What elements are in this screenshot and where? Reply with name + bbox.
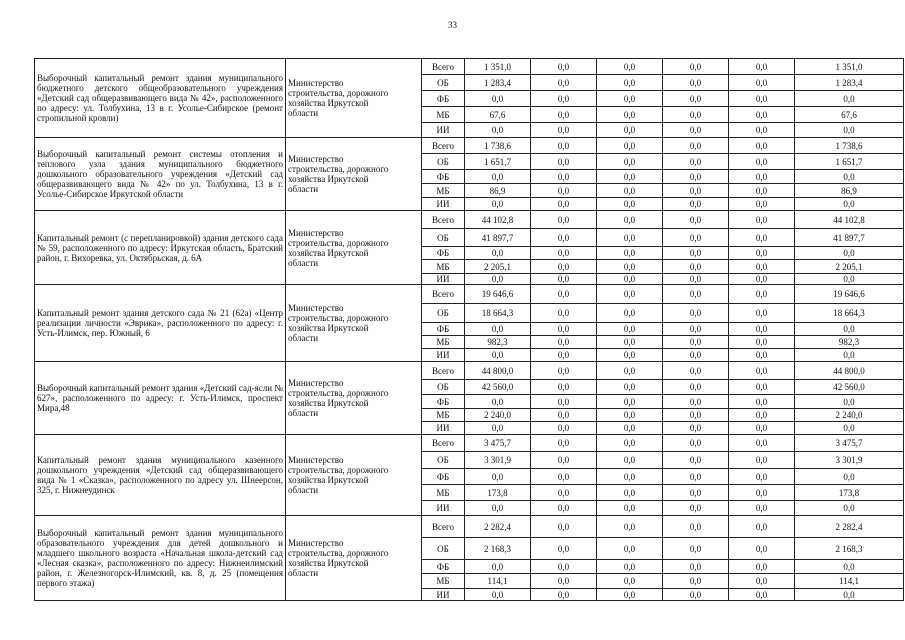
amount-cell: 0,0: [729, 485, 795, 501]
amount-cell: 0,0: [465, 91, 531, 107]
amount-cell: 44 800,0: [465, 362, 531, 380]
amount-cell: 0,0: [729, 589, 795, 601]
amount-cell: 0,0: [663, 59, 729, 75]
project-description: Капитальный ремонт здания муниципального казенного дошкольного учреждения «Детский сад общеразвивающего вида № 1 «Сказка», расположенного по адресу ул. Шнеерсон, 325, г. Нижнеудинск: [35, 435, 286, 516]
amount-total-cell: 3 475,7: [795, 435, 904, 452]
funding-source: Всего: [422, 362, 465, 380]
amount-cell: 0,0: [729, 75, 795, 91]
amount-total-cell: 2 240,0: [795, 409, 904, 422]
amount-cell: 0,0: [465, 323, 531, 336]
amount-cell: 0,0: [663, 349, 729, 362]
amount-cell: 0,0: [663, 138, 729, 154]
amount-total-cell: 67,6: [795, 107, 904, 123]
amount-cell: 0,0: [663, 422, 729, 435]
table-row: [35, 435, 904, 452]
amount-cell: 0,0: [531, 170, 597, 184]
amount-total-cell: 0,0: [795, 501, 904, 516]
organization-line: Министерство: [288, 538, 344, 548]
amount-total-cell: 2 282,4: [795, 516, 904, 538]
organization-line: Министерство: [288, 154, 344, 164]
amount-cell: 0,0: [663, 260, 729, 274]
funding-source: ОБ: [422, 75, 465, 91]
project-description: Выборочный капитальный ремонт системы отопления и теплового узла здания муниципального бюджетного дошкольного образовательного учреждения «Детский сад общеразвивающего вида № 42» по ул. Толбухина, 13 в г. Усолье-Сибирское Иркутской области: [35, 138, 286, 211]
organization-line: строительства, дорожного: [288, 465, 389, 475]
amount-cell: 0,0: [531, 211, 597, 229]
amount-cell: 0,0: [729, 198, 795, 211]
responsible-organization: [286, 435, 422, 516]
amount-total-cell: 0,0: [795, 323, 904, 336]
amount-cell: 0,0: [597, 395, 663, 409]
amount-cell: 0,0: [597, 184, 663, 198]
organization-line: Министерство: [288, 378, 344, 388]
amount-cell: 0,0: [531, 516, 597, 538]
amount-cell: 0,0: [531, 323, 597, 336]
amount-cell: 0,0: [531, 75, 597, 91]
organization-line: строительства, дорожного: [288, 548, 389, 558]
amount-cell: 0,0: [465, 501, 531, 516]
organization-line: хозяйства Иркутской: [288, 174, 369, 184]
funding-source: МБ: [422, 574, 465, 589]
organization-line: строительства, дорожного: [288, 88, 389, 98]
amount-cell: 0,0: [663, 184, 729, 198]
amount-total-cell: 3 301,9: [795, 452, 904, 469]
amount-cell: 2 282,4: [465, 516, 531, 538]
funding-source: ОБ: [422, 538, 465, 560]
amount-cell: 0,0: [597, 91, 663, 107]
amount-cell: 0,0: [597, 362, 663, 380]
funding-source: МБ: [422, 336, 465, 349]
amount-cell: 114,1: [465, 574, 531, 589]
amount-cell: 0,0: [663, 469, 729, 485]
amount-cell: 0,0: [597, 435, 663, 452]
responsible-organization: [286, 59, 422, 138]
table-row: [35, 516, 904, 538]
table-body: [35, 59, 904, 601]
funding-source: ФБ: [422, 247, 465, 260]
amount-cell: 0,0: [597, 274, 663, 285]
funding-source: ИИ: [422, 198, 465, 211]
funding-source: ИИ: [422, 123, 465, 138]
amount-cell: 0,0: [663, 395, 729, 409]
amount-cell: 0,0: [597, 211, 663, 229]
funding-source: МБ: [422, 409, 465, 422]
amount-cell: 0,0: [531, 184, 597, 198]
amount-cell: 18 664,3: [465, 304, 531, 323]
funding-source: Всего: [422, 516, 465, 538]
responsible-organization: [286, 362, 422, 435]
amount-cell: 0,0: [597, 560, 663, 574]
amount-cell: 0,0: [531, 380, 597, 395]
amount-cell: 86,9: [465, 184, 531, 198]
amount-cell: 0,0: [531, 409, 597, 422]
amount-cell: 0,0: [729, 107, 795, 123]
amount-cell: 42 560,0: [465, 380, 531, 395]
amount-cell: 0,0: [729, 560, 795, 574]
amount-cell: 0,0: [531, 285, 597, 304]
amount-total-cell: 0,0: [795, 170, 904, 184]
amount-cell: 0,0: [597, 229, 663, 247]
amount-cell: 2 240,0: [465, 409, 531, 422]
amount-cell: 0,0: [531, 336, 597, 349]
funding-source: ОБ: [422, 229, 465, 247]
amount-cell: 0,0: [531, 154, 597, 170]
amount-cell: 0,0: [531, 91, 597, 107]
amount-cell: 67,6: [465, 107, 531, 123]
amount-cell: 0,0: [663, 247, 729, 260]
amount-total-cell: 2 205,1: [795, 260, 904, 274]
amount-cell: 0,0: [465, 560, 531, 574]
amount-cell: 0,0: [729, 380, 795, 395]
amount-cell: 0,0: [531, 574, 597, 589]
amount-cell: 982,3: [465, 336, 531, 349]
funding-source: ИИ: [422, 274, 465, 285]
amount-total-cell: 2 168,3: [795, 538, 904, 560]
amount-cell: 0,0: [663, 574, 729, 589]
funding-source: Всего: [422, 285, 465, 304]
amount-cell: 2 168,3: [465, 538, 531, 560]
amount-cell: 0,0: [597, 574, 663, 589]
amount-cell: 0,0: [729, 422, 795, 435]
amount-cell: 0,0: [663, 274, 729, 285]
organization-line: области: [288, 485, 319, 495]
amount-cell: 0,0: [663, 304, 729, 323]
amount-total-cell: 114,1: [795, 574, 904, 589]
amount-cell: 0,0: [729, 247, 795, 260]
amount-cell: 0,0: [663, 452, 729, 469]
amount-cell: 0,0: [663, 229, 729, 247]
amount-cell: 0,0: [531, 469, 597, 485]
organization-line: Министерство: [288, 78, 344, 88]
amount-cell: 0,0: [729, 395, 795, 409]
amount-cell: 0,0: [465, 274, 531, 285]
amount-total-cell: 42 560,0: [795, 380, 904, 395]
funding-table: [34, 58, 904, 601]
amount-cell: 0,0: [729, 123, 795, 138]
organization-line: строительства, дорожного: [288, 237, 389, 248]
funding-source: МБ: [422, 184, 465, 198]
funding-source: МБ: [422, 485, 465, 501]
amount-total-cell: 982,3: [795, 336, 904, 349]
amount-cell: 0,0: [597, 452, 663, 469]
amount-cell: 0,0: [663, 516, 729, 538]
organization-line: хозяйства Иркутской: [288, 475, 369, 485]
amount-total-cell: 1 351,0: [795, 59, 904, 75]
amount-cell: 0,0: [597, 59, 663, 75]
organization-line: хозяйства Иркутской: [288, 558, 369, 568]
amount-cell: 0,0: [729, 538, 795, 560]
amount-cell: 0,0: [531, 247, 597, 260]
amount-cell: 0,0: [729, 59, 795, 75]
funding-source: ОБ: [422, 154, 465, 170]
amount-cell: 0,0: [531, 560, 597, 574]
amount-total-cell: 1 651,7: [795, 154, 904, 170]
amount-cell: 0,0: [729, 274, 795, 285]
amount-cell: 0,0: [663, 336, 729, 349]
table-row: [35, 285, 904, 304]
amount-cell: 0,0: [663, 170, 729, 184]
project-description: Капитальный ремонт (с перепланировкой) здания детского сада № 59, расположенного по адресу: Иркутская область, Братский район, г. Вихоревка, ул. Октябрьская, д. 6А: [35, 211, 286, 285]
amount-cell: 0,0: [663, 589, 729, 601]
funding-source: Всего: [422, 435, 465, 452]
amount-cell: 0,0: [729, 516, 795, 538]
page-number: 33: [448, 20, 457, 30]
funding-source: ФБ: [422, 170, 465, 184]
amount-total-cell: 1 738,6: [795, 138, 904, 154]
amount-total-cell: 1 283,4: [795, 75, 904, 91]
funding-source: Всего: [422, 138, 465, 154]
amount-cell: 0,0: [531, 422, 597, 435]
amount-total-cell: 18 664,3: [795, 304, 904, 323]
amount-cell: 0,0: [597, 285, 663, 304]
amount-cell: 0,0: [729, 336, 795, 349]
funding-source: МБ: [422, 107, 465, 123]
amount-cell: 0,0: [531, 395, 597, 409]
table-row: [35, 362, 904, 380]
amount-cell: 0,0: [531, 107, 597, 123]
amount-cell: 0,0: [729, 91, 795, 107]
amount-total-cell: 0,0: [795, 274, 904, 285]
amount-cell: 0,0: [663, 75, 729, 91]
organization-line: области: [288, 108, 319, 118]
amount-cell: 0,0: [465, 198, 531, 211]
amount-cell: 0,0: [531, 260, 597, 274]
amount-cell: 3 301,9: [465, 452, 531, 469]
amount-cell: 0,0: [729, 452, 795, 469]
amount-total-cell: 0,0: [795, 123, 904, 138]
amount-cell: 0,0: [531, 452, 597, 469]
organization-line: области: [288, 257, 319, 268]
amount-cell: 0,0: [597, 304, 663, 323]
amount-cell: 0,0: [531, 435, 597, 452]
organization-line: строительства, дорожного: [288, 313, 389, 323]
amount-total-cell: 0,0: [795, 589, 904, 601]
amount-cell: 0,0: [663, 538, 729, 560]
amount-cell: 0,0: [729, 304, 795, 323]
organization-line: строительства, дорожного: [288, 388, 389, 398]
amount-cell: 0,0: [465, 589, 531, 601]
amount-cell: 0,0: [663, 91, 729, 107]
funding-source: ФБ: [422, 395, 465, 409]
responsible-organization: [286, 516, 422, 601]
amount-cell: 1 651,7: [465, 154, 531, 170]
organization-line: Министерство: [288, 455, 344, 465]
amount-cell: 0,0: [729, 184, 795, 198]
amount-cell: 0,0: [729, 154, 795, 170]
amount-cell: 0,0: [597, 422, 663, 435]
amount-cell: 0,0: [729, 574, 795, 589]
project-description: Капитальный ремонт здания детского сада № 21 (62а) «Центр реализации личности «Эврика», расположенного по адресу: г. Усть-Илимск, пер. Южный, 6: [35, 285, 286, 362]
organization-line: хозяйства Иркутской: [288, 98, 369, 108]
amount-total-cell: 173,8: [795, 485, 904, 501]
amount-total-cell: 19 646,6: [795, 285, 904, 304]
organization-line: области: [288, 184, 319, 194]
table-row: [35, 59, 904, 75]
amount-cell: 0,0: [597, 107, 663, 123]
amount-cell: 0,0: [597, 336, 663, 349]
table-row: [35, 138, 904, 154]
amount-cell: 0,0: [597, 485, 663, 501]
amount-cell: 0,0: [597, 170, 663, 184]
amount-cell: 0,0: [597, 260, 663, 274]
funding-source: ИИ: [422, 589, 465, 601]
funding-source: ОБ: [422, 380, 465, 395]
project-description: Выборочный капитальный ремонт здания муниципального образовательного учреждения для детей дошкольного и младшего школьного возраста «Начальная школа-детский сад «Лесная сказка», расположенного по адресу: Нижнеилимский район, г. Железногорск-Илимский, кв. 8, д. 25 (помещения первого этажа): [35, 516, 286, 601]
amount-total-cell: 44 102,8: [795, 211, 904, 229]
amount-cell: 0,0: [531, 349, 597, 362]
amount-cell: 0,0: [465, 349, 531, 362]
amount-cell: 1 351,0: [465, 59, 531, 75]
amount-cell: 0,0: [597, 247, 663, 260]
amount-cell: 0,0: [729, 469, 795, 485]
funding-source: ИИ: [422, 422, 465, 435]
project-description: Выборочный капитальный ремонт здания «Детский сад-ясли № 627», расположенного по адресу: г. Усть-Илимск, проспект Мира,48: [35, 362, 286, 435]
amount-total-cell: 44 800,0: [795, 362, 904, 380]
amount-total-cell: 0,0: [795, 198, 904, 211]
amount-total-cell: 0,0: [795, 422, 904, 435]
amount-cell: 0,0: [729, 323, 795, 336]
amount-cell: 0,0: [531, 274, 597, 285]
amount-cell: 0,0: [531, 485, 597, 501]
amount-total-cell: 0,0: [795, 560, 904, 574]
amount-cell: 0,0: [597, 538, 663, 560]
organization-line: области: [288, 333, 319, 343]
organization-line: хозяйства Иркутской: [288, 247, 369, 258]
amount-cell: 0,0: [663, 380, 729, 395]
amount-cell: 0,0: [531, 501, 597, 516]
amount-cell: 0,0: [465, 247, 531, 260]
funding-source: ОБ: [422, 452, 465, 469]
amount-cell: 0,0: [663, 107, 729, 123]
amount-cell: 0,0: [597, 138, 663, 154]
organization-line: хозяйства Иркутской: [288, 398, 369, 408]
amount-cell: 0,0: [531, 362, 597, 380]
amount-cell: 0,0: [729, 170, 795, 184]
amount-cell: 41 897,7: [465, 229, 531, 247]
amount-cell: 0,0: [663, 409, 729, 422]
organization-line: Министерство: [288, 227, 344, 238]
funding-source: ФБ: [422, 91, 465, 107]
amount-cell: 0,0: [663, 560, 729, 574]
amount-cell: 0,0: [597, 380, 663, 395]
organization-line: Министерство: [288, 303, 344, 313]
amount-cell: 0,0: [597, 469, 663, 485]
funding-source: ИИ: [422, 349, 465, 362]
amount-cell: 0,0: [729, 362, 795, 380]
amount-cell: 0,0: [729, 260, 795, 274]
amount-cell: 0,0: [597, 349, 663, 362]
amount-cell: 0,0: [597, 516, 663, 538]
amount-cell: 0,0: [729, 409, 795, 422]
amount-cell: 0,0: [663, 123, 729, 138]
amount-cell: 44 102,8: [465, 211, 531, 229]
amount-cell: 0,0: [531, 538, 597, 560]
funding-source: ФБ: [422, 469, 465, 485]
amount-cell: 0,0: [663, 211, 729, 229]
amount-cell: 0,0: [465, 395, 531, 409]
funding-source: ФБ: [422, 323, 465, 336]
amount-cell: 0,0: [597, 198, 663, 211]
amount-cell: 0,0: [663, 323, 729, 336]
organization-line: области: [288, 408, 319, 418]
amount-cell: 0,0: [729, 211, 795, 229]
funding-source: МБ: [422, 260, 465, 274]
organization-line: строительства, дорожного: [288, 164, 389, 174]
amount-cell: 0,0: [663, 485, 729, 501]
amount-cell: 0,0: [729, 138, 795, 154]
amount-cell: 0,0: [597, 589, 663, 601]
amount-cell: 0,0: [729, 501, 795, 516]
amount-cell: 0,0: [729, 435, 795, 452]
amount-total-cell: 0,0: [795, 469, 904, 485]
amount-cell: 1 738,6: [465, 138, 531, 154]
amount-cell: 1 283,4: [465, 75, 531, 91]
amount-cell: 0,0: [531, 304, 597, 323]
funding-source: ФБ: [422, 560, 465, 574]
amount-cell: 0,0: [531, 198, 597, 211]
organization-line: хозяйства Иркутской: [288, 323, 369, 333]
project-description: Выборочный капитальный ремонт здания муниципального бюджетного детского общеобразовательного учреждения «Детский сад общеразвивающего вида № 42», расположенного по адресу: ул. Толбухина, 13 в г. Усолье-Сибирское (ремонт стропильной кровли): [35, 59, 286, 138]
funding-source: ИИ: [422, 501, 465, 516]
amount-cell: 0,0: [663, 154, 729, 170]
amount-cell: 173,8: [465, 485, 531, 501]
amount-cell: 0,0: [663, 198, 729, 211]
amount-cell: 0,0: [729, 285, 795, 304]
funding-source: Всего: [422, 59, 465, 75]
amount-cell: 0,0: [597, 154, 663, 170]
amount-cell: 0,0: [597, 323, 663, 336]
amount-total-cell: 41 897,7: [795, 229, 904, 247]
amount-cell: 0,0: [465, 123, 531, 138]
funding-source: Всего: [422, 211, 465, 229]
responsible-organization: [286, 211, 422, 285]
amount-total-cell: 86,9: [795, 184, 904, 198]
amount-cell: 2 205,1: [465, 260, 531, 274]
amount-cell: 0,0: [597, 501, 663, 516]
amount-cell: 0,0: [465, 422, 531, 435]
amount-cell: 0,0: [465, 469, 531, 485]
amount-cell: 0,0: [531, 229, 597, 247]
amount-cell: 0,0: [597, 409, 663, 422]
amount-cell: 0,0: [729, 229, 795, 247]
amount-cell: 0,0: [663, 435, 729, 452]
amount-total-cell: 0,0: [795, 91, 904, 107]
amount-cell: 0,0: [531, 59, 597, 75]
organization-line: области: [288, 568, 319, 578]
amount-cell: 0,0: [465, 170, 531, 184]
responsible-organization: [286, 138, 422, 211]
table-row: [35, 211, 904, 229]
amount-cell: 3 475,7: [465, 435, 531, 452]
amount-cell: 0,0: [531, 123, 597, 138]
amount-cell: 0,0: [597, 123, 663, 138]
funding-source: ОБ: [422, 304, 465, 323]
amount-cell: 0,0: [663, 362, 729, 380]
responsible-organization: [286, 285, 422, 362]
amount-cell: 0,0: [597, 75, 663, 91]
amount-cell: 0,0: [663, 285, 729, 304]
amount-cell: 0,0: [729, 349, 795, 362]
amount-cell: 19 646,6: [465, 285, 531, 304]
amount-total-cell: 0,0: [795, 395, 904, 409]
amount-total-cell: 0,0: [795, 349, 904, 362]
amount-cell: 0,0: [531, 589, 597, 601]
amount-total-cell: 0,0: [795, 247, 904, 260]
amount-cell: 0,0: [663, 501, 729, 516]
amount-cell: 0,0: [531, 138, 597, 154]
